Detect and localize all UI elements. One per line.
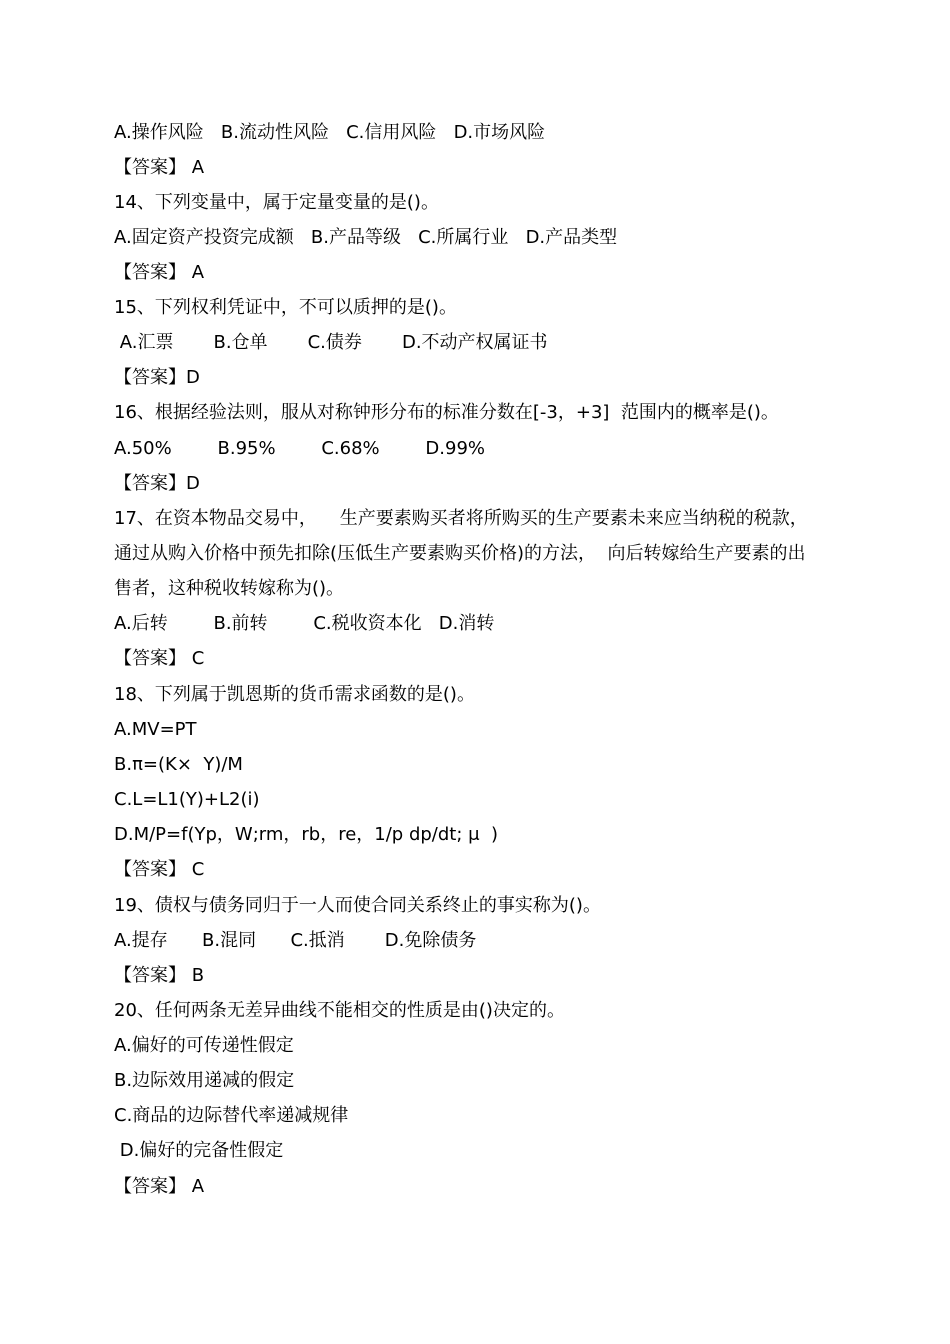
q15-options: A.汇票 B.仓单 C.债券 D.不动产权属证书 bbox=[114, 332, 548, 353]
q17-options: A.后转 B.前转 C.税收资本化 D.消转 bbox=[114, 613, 495, 634]
q16-answer: 【答案】D bbox=[114, 473, 200, 494]
q14-options: A.固定资产投资完成额 B.产品等级 C.所属行业 D.产品类型 bbox=[114, 227, 618, 248]
q13-options: A.操作风险 B.流动性风险 C.信用风险 D.市场风险 bbox=[114, 122, 546, 143]
q20-option-a: A.偏好的可传递性假定 bbox=[114, 1035, 294, 1056]
q16-options: A.50% B.95% C.68% D.99% bbox=[114, 438, 486, 459]
q20-question: 20、任何两条无差异曲线不能相交的性质是由()决定的。 bbox=[114, 1000, 565, 1021]
q17-question-line1: 17、在资本物品交易中， 生产要素购买者将所购买的生产要素未来应当纳税的税款， bbox=[114, 508, 808, 529]
q19-question: 19、债权与债务同归于一人而使合同关系终止的事实称为()。 bbox=[114, 895, 601, 916]
q13-answer: 【答案】 A bbox=[114, 157, 205, 178]
q18-option-b: B.π=(K× Y)/M bbox=[114, 754, 243, 775]
q18-question: 18、下列属于凯恩斯的货币需求函数的是()。 bbox=[114, 684, 475, 705]
q17-answer: 【答案】 C bbox=[114, 648, 205, 669]
q16-question: 16、根据经验法则，服从对称钟形分布的标准分数在[-3，+3] 范围内的概率是()。 bbox=[114, 402, 779, 423]
q19-options: A.提存 B.混同 C.抵消 D.免除债务 bbox=[114, 930, 477, 951]
q18-answer: 【答案】 C bbox=[114, 859, 205, 880]
q20-answer: 【答案】 A bbox=[114, 1176, 205, 1197]
q20-option-d: D.偏好的完备性假定 bbox=[114, 1140, 284, 1161]
q20-option-c: C.商品的边际替代率递减规律 bbox=[114, 1105, 349, 1126]
q20-option-b: B.边际效用递减的假定 bbox=[114, 1070, 295, 1091]
q14-question: 14、下列变量中，属于定量变量的是()。 bbox=[114, 192, 439, 213]
q18-option-a: A.MV=PT bbox=[114, 719, 197, 740]
q17-question-line2: 通过从购入价格中预先扣除(压低生产要素购买价格)的方法， 向后转嫁给生产要素的出 bbox=[114, 543, 806, 564]
q17-question-line3: 售者，这种税收转嫁称为()。 bbox=[114, 578, 345, 599]
q15-answer: 【答案】D bbox=[114, 367, 200, 388]
q19-answer: 【答案】 B bbox=[114, 965, 205, 986]
q15-question: 15、下列权利凭证中，不可以质押的是()。 bbox=[114, 297, 457, 318]
q18-option-c: C.L=L1(Y)+L2(i) bbox=[114, 789, 260, 810]
q14-answer: 【答案】 A bbox=[114, 262, 205, 283]
q18-option-d: D.M/P=f(Yp，W;rm，rb，re，1/p dp/dt; μ ) bbox=[114, 824, 499, 845]
